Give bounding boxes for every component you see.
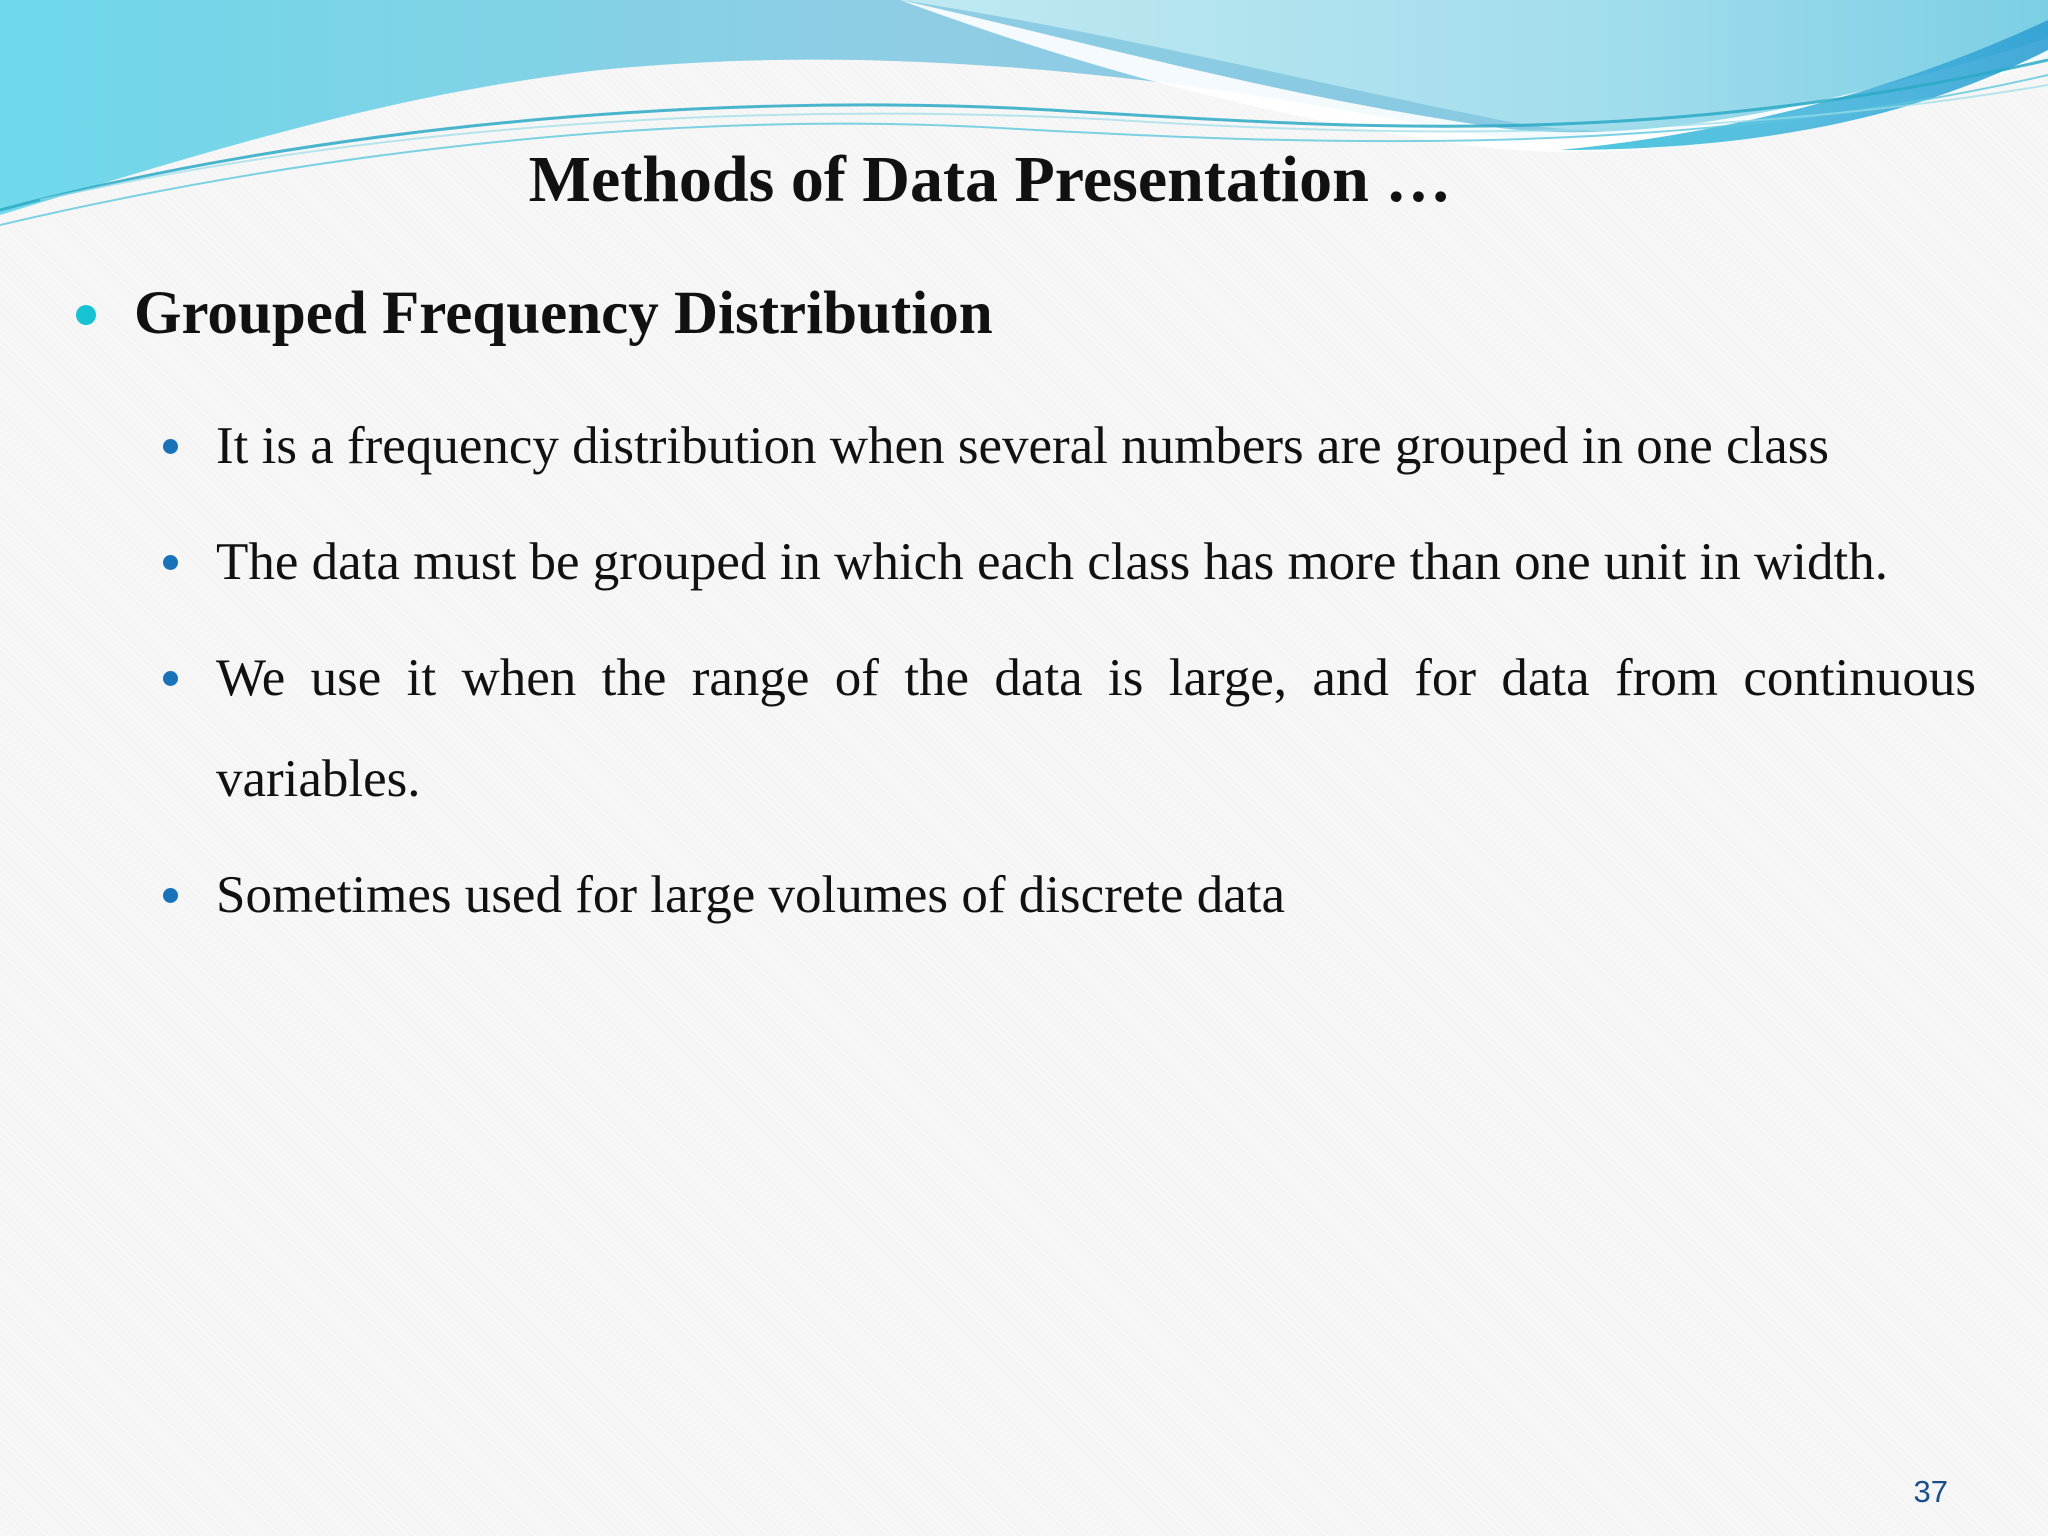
sub-bullet-list bbox=[160, 396, 1976, 961]
sub-bullet-item bbox=[160, 628, 1976, 830]
slide-title: Methods of Data Presentation … bbox=[528, 143, 1452, 216]
sub-bullet-dot-icon bbox=[163, 555, 178, 570]
sub-bullet-item bbox=[160, 845, 1976, 946]
sub-bullet-text: The data must be grouped in which each class has more than one unit in width. bbox=[216, 533, 1889, 591]
main-bullet-text: Grouped Frequency Distribution bbox=[134, 280, 993, 347]
main-bullet-dot-icon bbox=[76, 305, 96, 325]
sub-bullet-text: We use it when the range of the data is large, and for data from continuous variables. bbox=[216, 649, 1976, 808]
sub-bullet-text: It is a frequency distribution when several numbers are grouped in one class bbox=[216, 417, 1830, 475]
sub-bullet-item bbox=[160, 396, 1976, 497]
sub-bullet-text: Sometimes used for large volumes of discrete data bbox=[216, 866, 1286, 924]
page-number: 37 bbox=[1913, 1474, 1948, 1509]
sub-bullet-dot-icon bbox=[163, 439, 178, 454]
sub-bullet-dot-icon bbox=[163, 671, 178, 686]
sub-bullet-dot-icon bbox=[163, 888, 178, 903]
main-bullet-item bbox=[76, 272, 1976, 356]
sub-bullet-item bbox=[160, 512, 1976, 613]
